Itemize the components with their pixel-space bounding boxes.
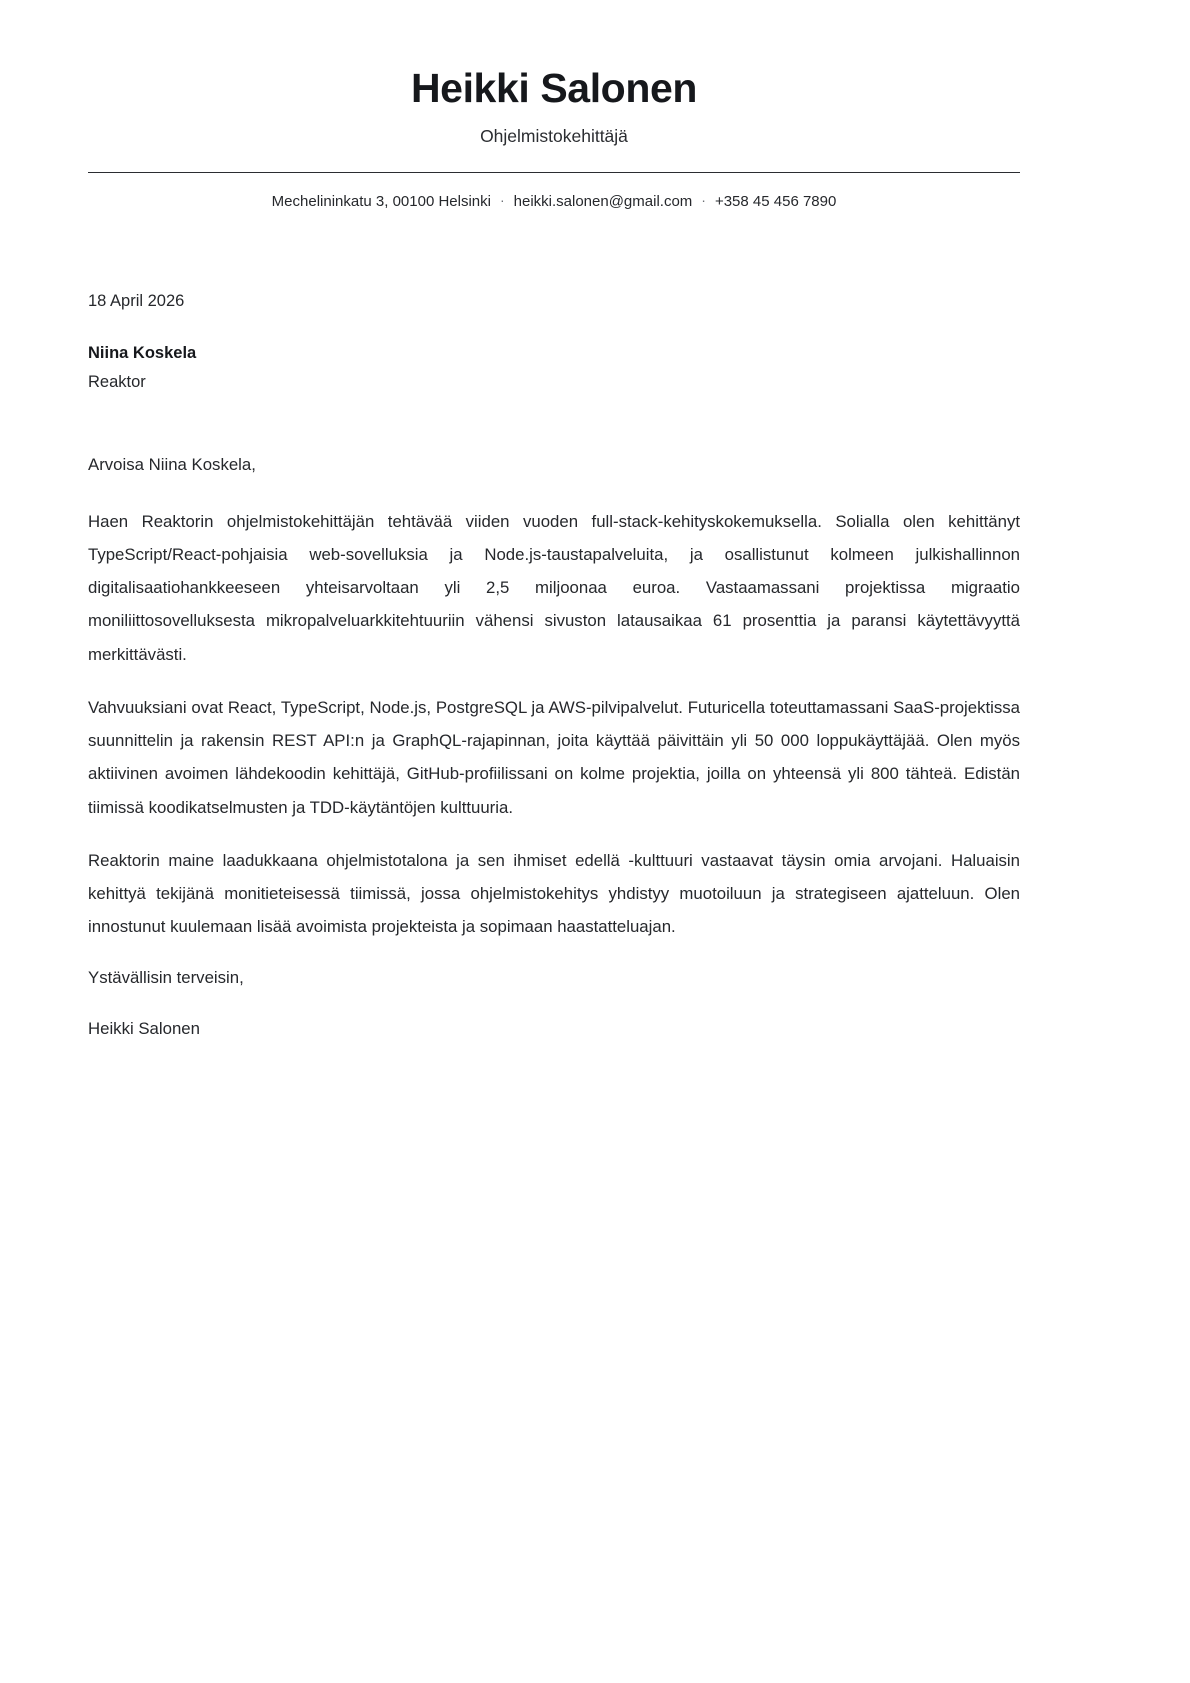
letter-body bbox=[88, 451, 1020, 1042]
contact-address: Mechelininkatu 3, 00100 Helsinki bbox=[271, 193, 491, 211]
letter-paragraph-3: Reaktorin maine laadukkaana ohjelmistotalona ja sen ihmiset edellä -kulttuuri vastaavat täysin omia arvojani. Haluaisin kehittyä tekijänä monitieteisessä tiimissä, jossa ohjelmistokehitys yhdistyy muotoiluun ja strategiseen ajatteluun. Olen innostunut kuulemaan lisää avoimista projekteista ja sopimaan haastatteluajan. bbox=[88, 850, 1020, 937]
letter-salutation: Arvoisa Niina Koskela, bbox=[88, 455, 256, 475]
recipient-company: Reaktor bbox=[88, 373, 146, 392]
contact-separator-1: · bbox=[499, 192, 505, 209]
header-divider bbox=[88, 172, 1020, 173]
recipient-block bbox=[88, 340, 1020, 396]
candidate-name: Heikki Salonen bbox=[410, 65, 698, 111]
contact-separator-2: · bbox=[701, 192, 706, 209]
letter-signature: Heikki Salonen bbox=[88, 1018, 200, 1038]
letter-header bbox=[88, 0, 1020, 214]
letter-paragraph-1: Haen Reaktorin ohjelmistokehittäjän tehtävää viiden vuoden full-stack-kehityskokemuksella. Solialla olen kehittänyt TypeScript/React-pohjaisia web-sovelluksia ja Node.js-taustapalveluita, ja osallistunut kolmeen julkishallinnon digitalisaatiohankkeeseen yhteisarvoltaan yli 2,5 miljoonaa euroa. Vastaamassani projektissa migraatio moniliittosovelluksesta mikropalveluarkkitehtuuriin vähensi sivuston latausaikaa 61 prosenttia ja paransi käytettävyyttä merkittävästi. bbox=[88, 511, 1020, 664]
contact-email[interactable]: heikki.salonen@gmail.com bbox=[513, 193, 693, 211]
letter-date: 18 April 2026 bbox=[88, 291, 185, 310]
contact-line bbox=[88, 190, 1020, 214]
letter-meta bbox=[88, 289, 1020, 396]
contact-phone[interactable]: +358 45 456 7890 bbox=[714, 193, 837, 211]
letter-paragraph-2: Vahvuuksiani ovat React, TypeScript, Node.js, PostgreSQL ja AWS-pilvipalvelut. Futuricella toteuttamassani SaaS-projektissa suunnittelin ja rakensin REST API:n ja GraphQL-rajapinnan, joita käyttää päivittäin yli 50 000 loppukäyttäjää. Olen myös aktiivinen avoimen lähdekoodin kehittäjä, GitHub-profiilissani on kolme projektia, joilla on yhteensä yli 800 tähteä. Edistän tiimissä koodikatselmusten ja TDD-käytäntöjen kulttuuria. bbox=[88, 697, 1020, 817]
letter-sheet bbox=[88, 0, 1020, 1042]
letter-closing: Ystävällisin terveisin, bbox=[88, 967, 244, 987]
recipient-name: Niina Koskela bbox=[88, 343, 197, 362]
candidate-job-title: Ohjelmistokehittäjä bbox=[480, 125, 628, 146]
